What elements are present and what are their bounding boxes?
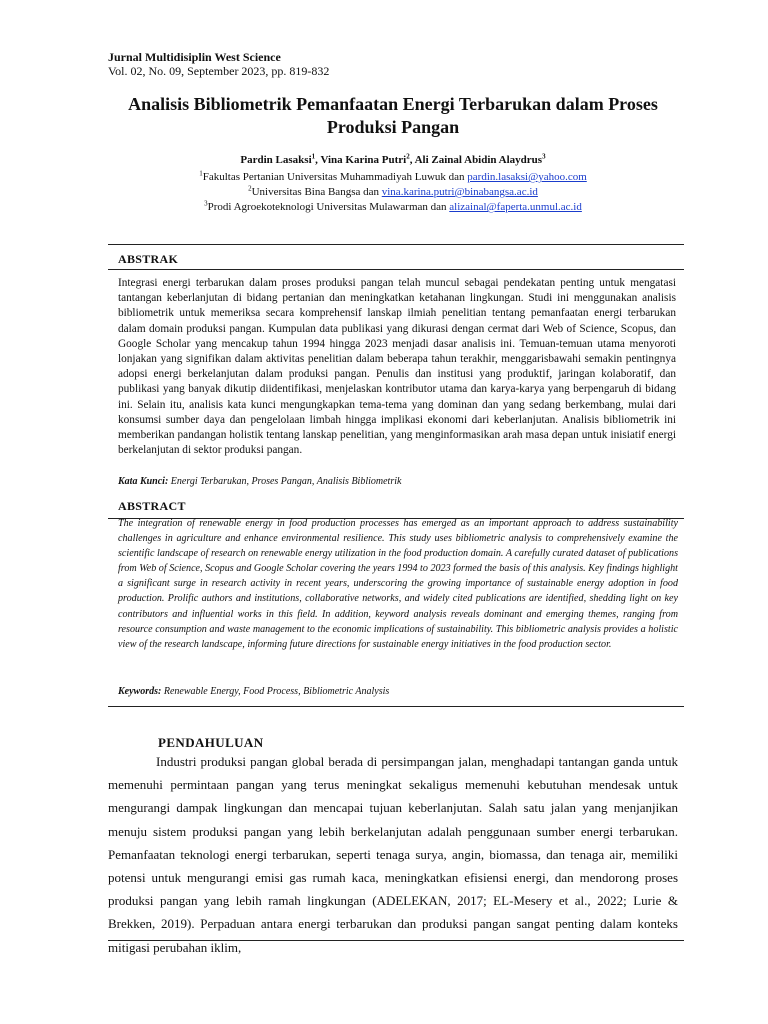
- kata-kunci-values: Energi Terbarukan, Proses Pangan, Analisis Bibliometrik: [168, 476, 402, 487]
- keywords-label: Keywords:: [118, 686, 162, 697]
- keywords-values: Renewable Energy, Food Process, Bibliometric Analysis: [161, 686, 390, 697]
- abstrak-heading: ABSTRAK: [118, 252, 179, 266]
- pendahuluan-body: Industri produksi pangan global berada di persimpangan jalan, menghadapi tantangan ganda untuk memenuhi permintaan pangan yang terus meningkat sekaligus memenuhi kebutuhan mendesak untuk mengurangi dampak lingkungan dan mencapai tujuan keberlanjutan. Salah satu jalan yang menjanjikan menuju sistem produksi pangan yang lebih berkelanjutan adalah penggunaan sumber energi terbarukan. Pemanfaatan teknologi energi terbarukan, seperti tenaga surya, angin, biomassa, dan tenaga air, memiliki potensi untuk mengurangi emisi gas rumah kaca, meningkatkan efisiensi energi, dan mendorong proses produksi pangan yang lebih ramah lingkungan (ADELEKAN, 2017; EL-Mesery et al., 2022; Lurie & Brekken, 2019). Perpaduan antara energi terbarukan dan produksi pangan sangat penting dalam konteks mitigasi perubahan iklim,: [108, 754, 678, 955]
- author-name: Pardin Lasaksi: [240, 154, 312, 166]
- divider: [108, 269, 684, 270]
- kata-kunci-label: Kata Kunci:: [118, 476, 169, 487]
- journal-volume-info: Vol. 02, No. 09, September 2023, pp. 819-832: [108, 64, 330, 78]
- divider: [108, 244, 684, 245]
- abstrak-body: Integrasi energi terbarukan dalam proses produksi pangan telah muncul sebagai pendekatan penting untuk mengatasi tantangan keberlanjutan di bidang pertanian dan meningkatkan ketahanan lingkungan. Studi ini menggunakan analisis bibliometrik untuk memeriksa secara komprehensif lanskap ilmiah penelitian tentang pemanfaatan energi terbarukan dalam domain produksi pangan. Kumpulan data publikasi yang dikurasi dengan cermat dari Web of Science, Scopus, dan Google Scholar yang mencakup tahun 1994 hingga 2023 menjadi dasar analisis ini. Temuan-temuan utama menyoroti lonjakan yang signifikan dalam aktivitas penelitian dalam beberapa tahun terakhir, menggarisbawahi semakin pentingnya adopsi energi berkelanjutan dalam produksi pangan. Penulis dan institusi yang produktif, jaringan kolaboratif, dan publikasi yang banyak dikutip diidentifikasi, menjelaskan kontributor utama dan karya-karya yang berpengaruh di bidang ini. Selain itu, analisis kata kunci mengungkapkan tema-tema yang dominan dan yang sedang berkembang, mulai dari konsumsi sumber daya dan pengelolaan limbah hingga implikasi ekonomi dari keberlanjutan. Analisis bibliometrik ini memberikan pandangan holistik tentang lanskap penelitian, yang menginformasikan arah masa depan untuk inisiatif energi berkelanjutan di sektor produksi pangan.: [118, 277, 676, 457]
- footer-divider: [108, 940, 684, 941]
- paper-title: Analisis Bibliometrik Pemanfaatan Energi Terbarukan dalam Proses Produksi Pangan: [128, 94, 658, 137]
- affiliation-superscript: 2: [248, 184, 252, 193]
- author-name: Ali Zainal Abidin Alaydrus: [414, 154, 543, 166]
- affiliation-1: [108, 170, 678, 184]
- journal-name: Jurnal Multidisiplin West Science: [108, 50, 281, 64]
- author-list: Pardin Lasaksi$^1$, Vina Karina Putri$^2$, Ali Zainal Abidin Alaydrus$^3$: [240, 152, 546, 166]
- affiliation-3: [108, 200, 678, 214]
- abstract-body: The integration of renewable energy in food production processes has emerged as an important approach to address sustainability challenges in agriculture and enhance environmental resilience. This study uses bibliometric analysis to comprehensively examine the scientific landscape of research on renewable energy utilization in the food production domain. A carefully curated dataset of publications from Web of Science, Scopus and Google Scholar covering the years 1994 to 2023 formed the basis of this analysis. Key findings highlight a significant surge in research activity in recent years, underscoring the growing importance of sustainable energy adoption in food production. Prolific authors and institutions, collaborative networks, and widely cited publications are identified, shedding light on key contributors and influential works in this field. In addition, keyword analysis reveals dominant and emerging themes, ranging from resource consumption and waste management to the economic implications of sustainability. This bibliometric analysis provides a holistic view of the research landscape, informing future directions for sustainable energy initiatives in the food production sector.: [118, 518, 678, 650]
- affiliation-superscript: 3: [204, 199, 208, 208]
- keywords: [118, 686, 678, 697]
- divider: [108, 706, 684, 707]
- journal-header: [108, 50, 329, 78]
- email-link[interactable]: pardin.lasaksi@yahoo.com: [467, 171, 587, 183]
- author-name: Vina Karina Putri: [320, 154, 407, 166]
- author-superscript: 1: [311, 152, 316, 161]
- affiliation-superscript: 1: [199, 169, 203, 178]
- affiliation-text: Prodi Agroekoteknologi Universitas Mulawarman dan: [207, 201, 450, 213]
- kata-kunci: [118, 476, 678, 487]
- affiliation-text: Universitas Bina Bangsa dan: [251, 186, 382, 198]
- abstract-heading: ABSTRACT: [118, 499, 186, 513]
- author-superscript: 3: [542, 152, 546, 161]
- affiliation-2: [108, 185, 678, 199]
- author-superscript: 2: [406, 152, 410, 161]
- email-link[interactable]: alizainal@faperta.unmul.ac.id: [449, 201, 582, 213]
- email-link[interactable]: vina.karina.putri@binabangsa.ac.id: [381, 186, 538, 198]
- affiliation-text: Fakultas Pertanian Universitas Muhammadiyah Luwuk dan: [202, 171, 468, 183]
- pendahuluan-heading: PENDAHULUAN: [158, 735, 264, 750]
